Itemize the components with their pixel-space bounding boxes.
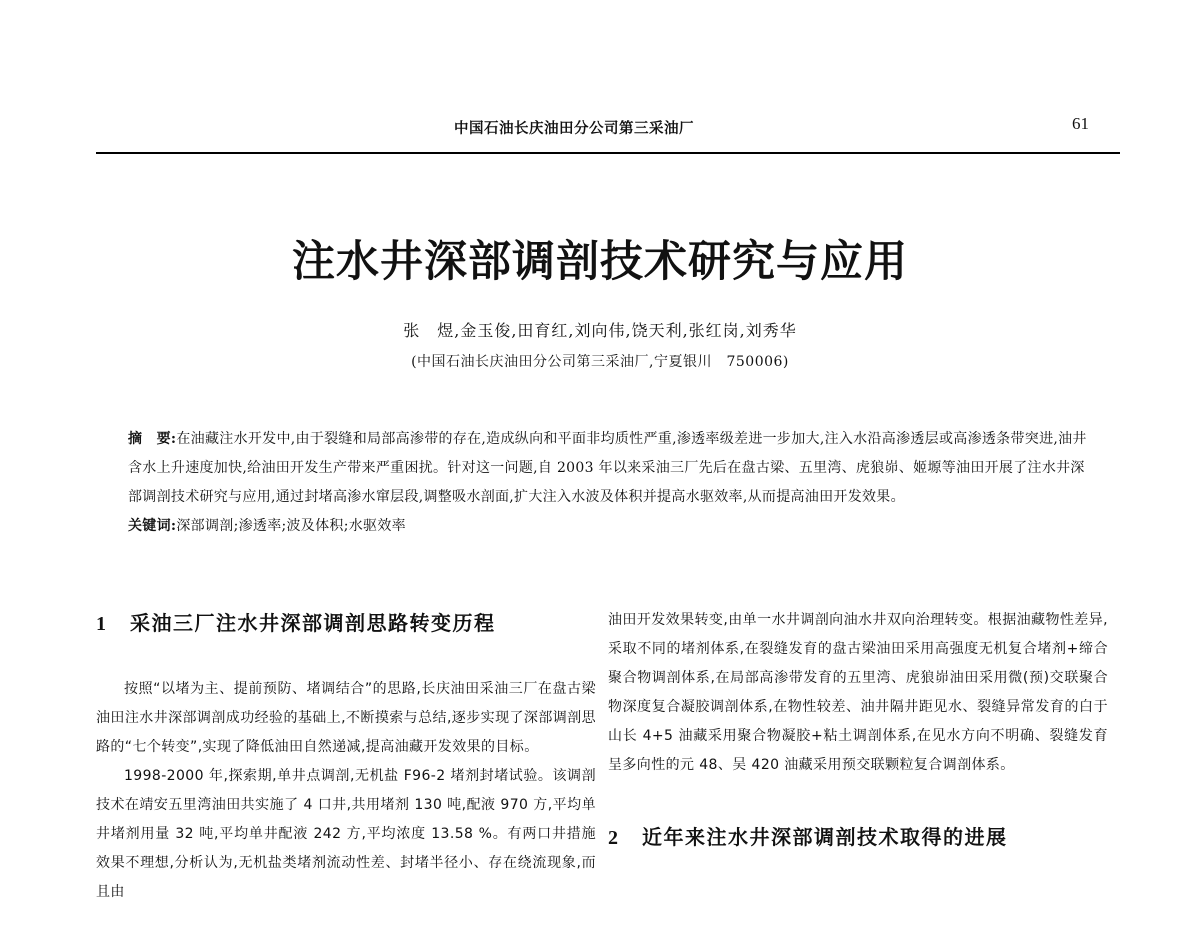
section-1-heading xyxy=(96,608,596,639)
abstract-text: 在油藏注水开发中,由于裂缝和局部高渗带的存在,造成纵向和平面非均质性严重,渗透率级差进一步加大,注入水沿高渗透层或高渗透条带突进,油井含水上升速度加快,给油田开发生产带来严重困扰。针对这一问题,自 2003 年以来采油三厂先后在盘古梁、五里湾、虎狼峁、姬塬等油田开展了注水井深部调剖技术研究与应用,通过封堵高渗水窜层段,调整吸水剖面,扩大注入水波及体积并提高水驱效率,从而提高油田开发效果。 xyxy=(128,431,1087,505)
section-1-title: 采油三厂注水井深部调剖思路转变历程 xyxy=(130,611,496,635)
body-paragraph: 1998-2000 年,探索期,单井点调剖,无机盐 F96-2 堵剂封堵试验。该调剖技术在靖安五里湾油田共实施了 4 口井,共用堵剂 130 吨,配液 970 方,平均单井堵剂用量 32 吨,平均单井配液 242 方,平均浓度 13.58 %。有两口井措施效果不理想,分析认为,无机盐类堵剂流动性差、封堵半径小、存在绕流现象,而且由 xyxy=(96,768,596,900)
keywords-text: 深部调剖;渗透率;波及体积;水驱效率 xyxy=(176,518,406,534)
left-column xyxy=(96,608,596,907)
affiliation: (中国石油长庆油田分公司第三采油厂,宁夏银川 750006) xyxy=(411,354,789,370)
body-paragraph: 油田开发效果转变,由单一水井调剖向油水井双向治理转变。根据油藏物性差异,采取不同的堵剂体系,在裂缝发育的盘古梁油田采用高强度无机复合堵剂+缔合聚合物调剖体系,在局部高渗带发育的五里湾、虎狼峁油田采用微(预)交联聚合物深度复合凝胶调剖体系,在物性较差、油井隔井距见水、裂缝异常发育的白于山长 4+5 油藏采用聚合物凝胶+粘土调剖体系,在见水方向不明确、裂缝发育呈多向性的元 48、吴 420 油藏采用预交联颗粒复合调剖体系。 xyxy=(608,612,1108,773)
authors: 张 煜,金玉俊,田育红,刘向伟,饶天利,张红岗,刘秀华 xyxy=(403,321,797,340)
running-head: 中国石油长庆油田分公司第三采油厂 xyxy=(454,120,694,137)
spacer xyxy=(96,639,596,675)
section-2-number: 2 xyxy=(608,827,620,849)
spacer xyxy=(608,780,1108,822)
page-number: 61 xyxy=(1072,114,1089,133)
right-column xyxy=(608,606,1108,853)
header-rule xyxy=(96,152,1120,154)
section-2-heading xyxy=(608,822,1108,853)
article-title: 注水井深部调剖技术研究与应用 xyxy=(292,237,908,287)
section-1-number: 1 xyxy=(96,613,108,635)
keywords-line xyxy=(128,512,1088,541)
abstract-paragraph xyxy=(128,425,1088,512)
abstract-block xyxy=(128,425,1088,541)
section-2-title: 近年来注水井深部调剖技术取得的进展 xyxy=(642,825,1008,849)
body-paragraph: 按照“以堵为主、提前预防、堵调结合”的思路,长庆油田采油三厂在盘古梁油田注水井深部调剖成功经验的基础上,不断摸索与总结,逐步实现了深部调剖思路的“七个转变”,实现了降低油田自然递减,提高油藏开发效果的目标。 xyxy=(96,681,596,755)
abstract-label: 摘 要: xyxy=(128,431,177,447)
keywords-label: 关键词: xyxy=(128,518,177,534)
